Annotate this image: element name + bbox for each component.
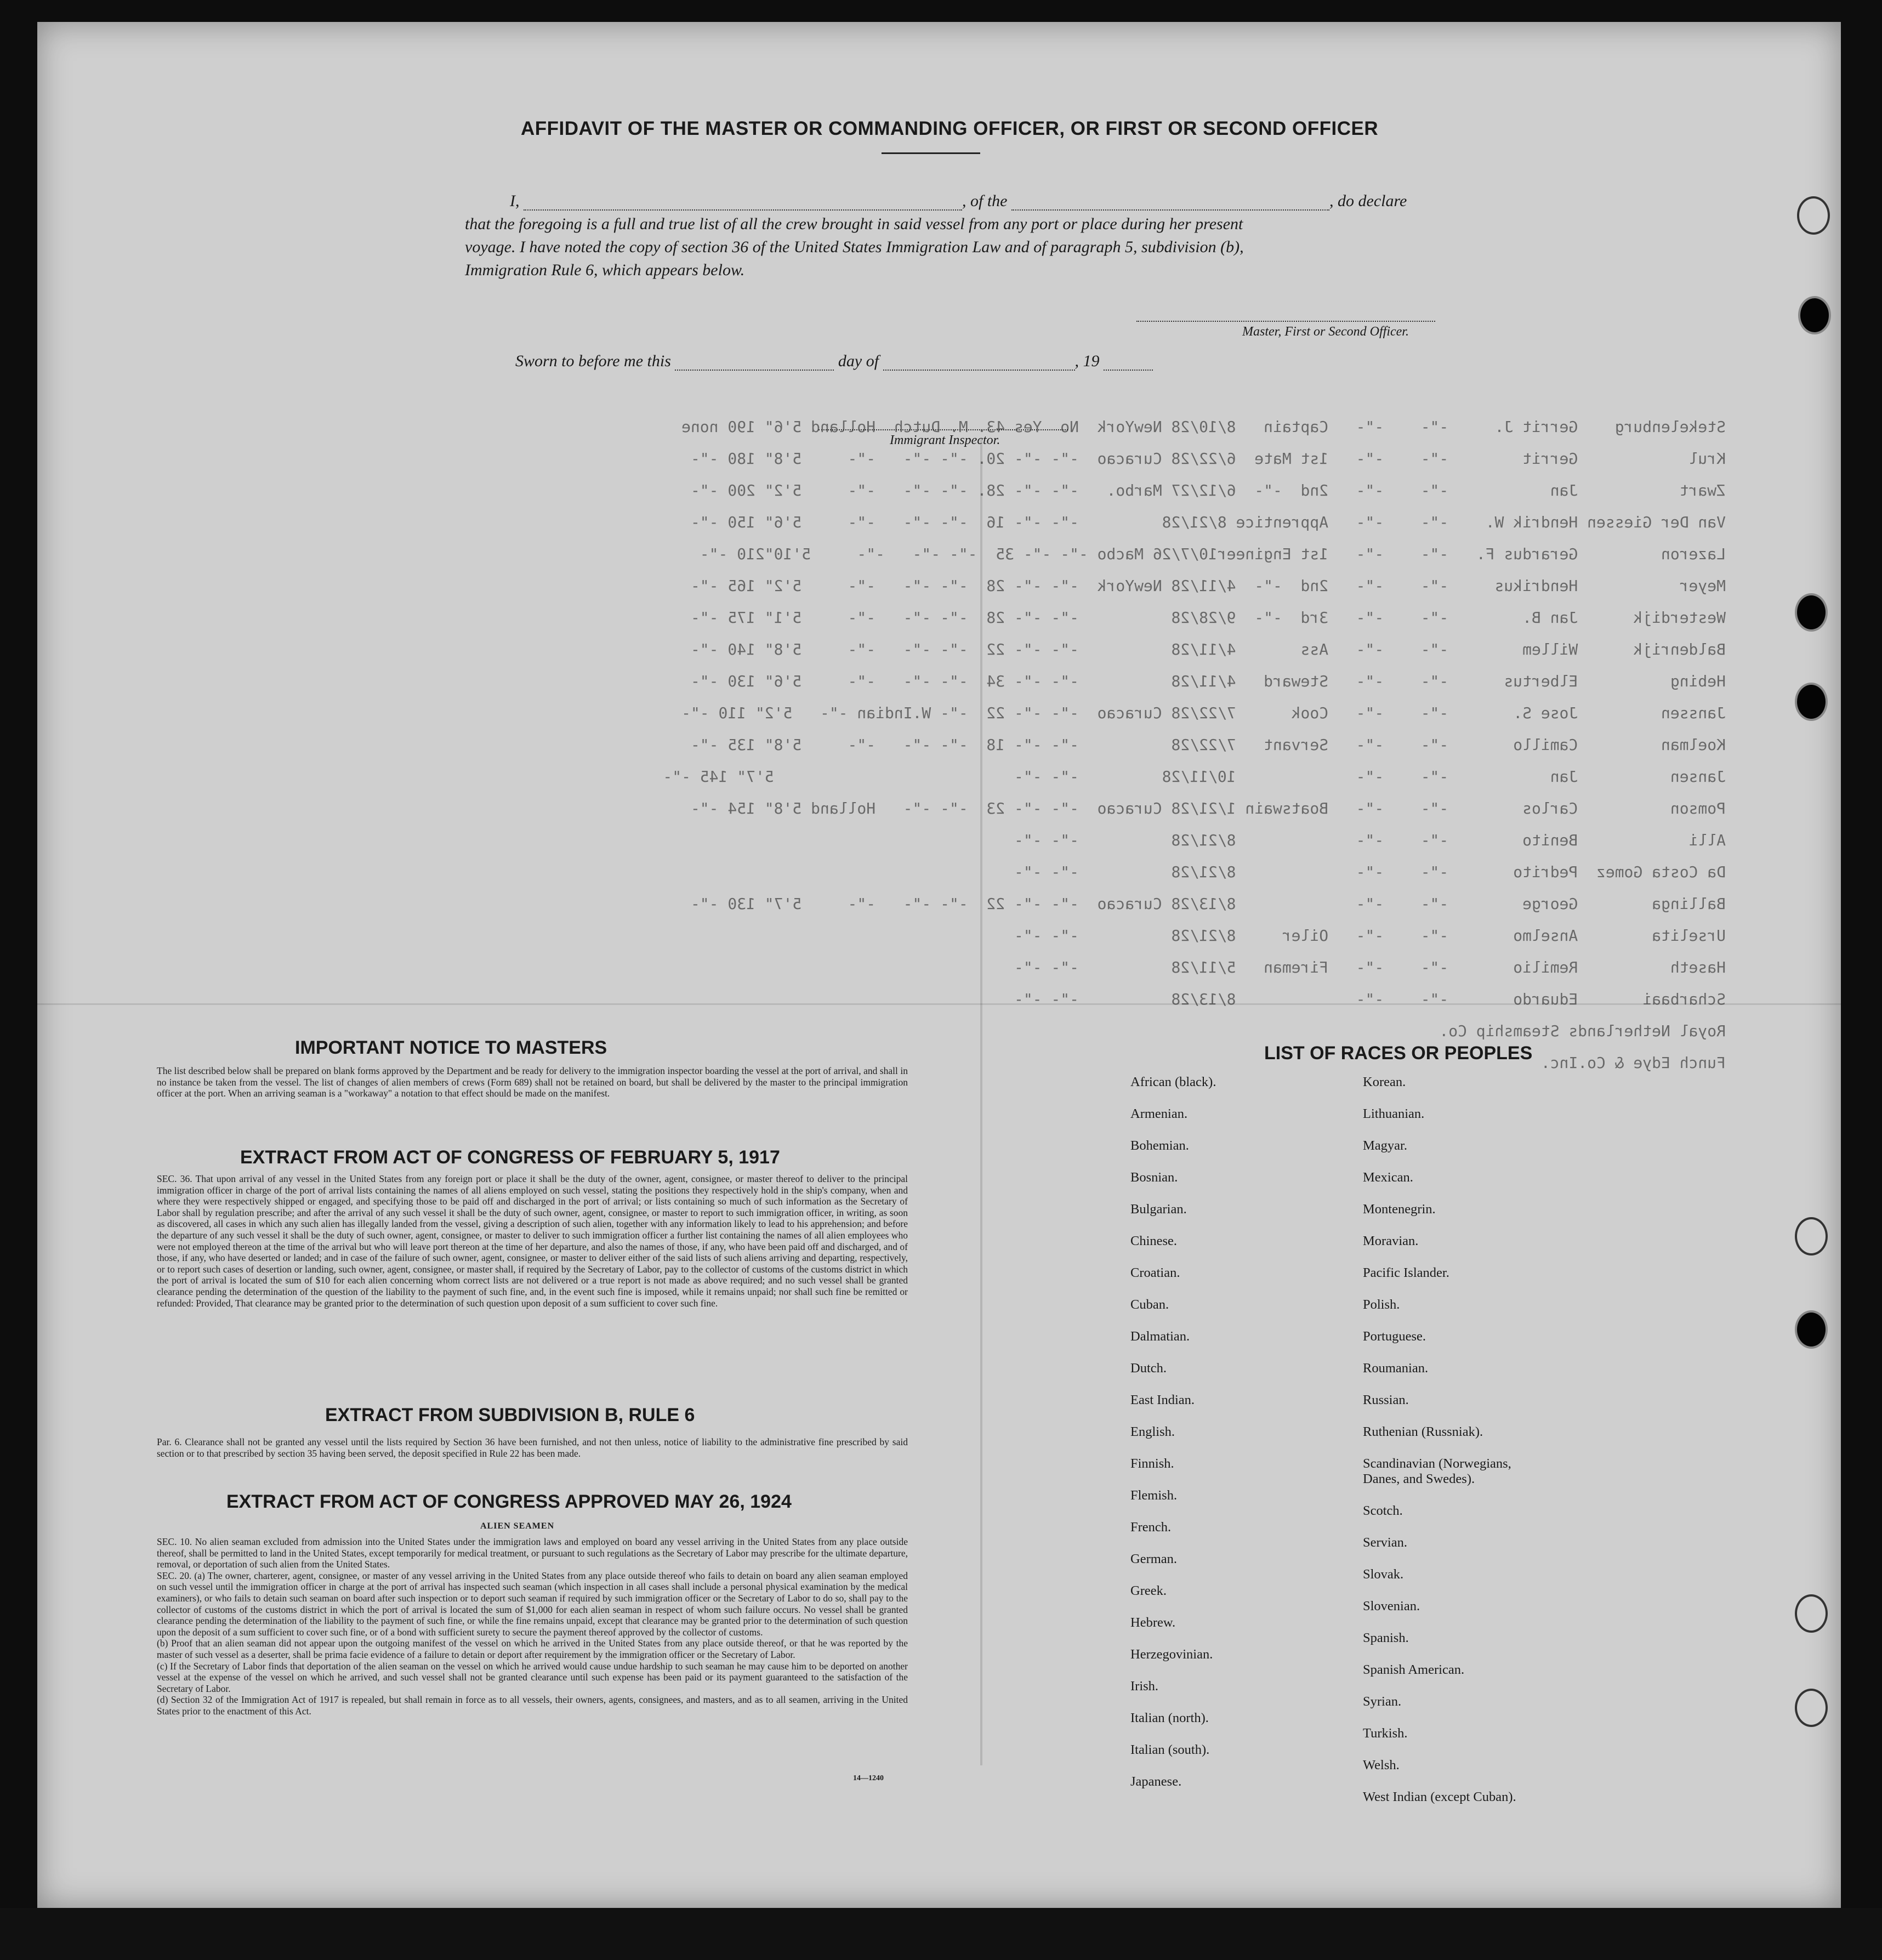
bleed-row: Westerdijk Jan B. -"- -"- 3rd -"- 9/28/28 -"- -"- 28 -"- -"- -"- 5'1" 175 -"- (690, 609, 1726, 627)
race-item: Dutch. (1130, 1361, 1167, 1376)
rule-6-text: Par. 6. Clearance shall not be granted any vessel until the lists required by Section 36 have been furnished, and not then unless, notice of liability to the administrative fine prescribed by said section or to that prescribed by section 35 having been served, the deposit specified in Rule 22 has been made. (157, 1436, 908, 1459)
declaration-i: I, (510, 192, 520, 210)
form-number: 14—1240 (853, 1774, 884, 1782)
bleed-row: Janssen Jose S. -"- -"- Cook 7/22/28 Curacao -"- -"- 22 -"- W.Indian -"- 5'2" 110 -"- (681, 704, 1726, 722)
sworn-line (515, 352, 1153, 371)
race-item: Moravian. (1363, 1234, 1419, 1248)
race-item: East Indian. (1130, 1393, 1195, 1407)
act-1924-sec10: SEC. 10. No alien seaman excluded from admission into the United States under the immigration laws and employed on board any vessel arriving in the United States from any place outside thereof, shall be permitted to land in the United States, except temporarily for medical treatment, or pursuant to such regulations as the Secretary of Labor may prescribe for the ultimate departure, removal, or deportation of such alien from the United States. (157, 1536, 908, 1570)
binder-hole (1795, 1594, 1828, 1633)
binder-hole (1795, 1217, 1828, 1255)
inspector-caption: Immigrant Inspector. (890, 433, 1000, 447)
race-item: Chinese. (1130, 1234, 1178, 1248)
act-1924-sec20c: (c) If the Secretary of Labor finds that deportation of the alien seaman on the vessel on which he arrived would cause undue hardship to such seaman he may cause him to be deported on another vessel at the expense of the vessel on which he arrived, and such vessel shall not be granted clearance until such expense has been paid or its payment guaranteed to the satisfaction of the Secretary of Labor. (157, 1660, 908, 1694)
race-item: Dalmatian. (1130, 1329, 1190, 1344)
race-item: Ruthenian (Russniak). (1363, 1424, 1483, 1439)
race-item: West Indian (except Cuban). (1363, 1789, 1516, 1804)
race-item: Finnish. (1130, 1456, 1174, 1471)
race-item: Roumanian. (1363, 1361, 1429, 1376)
race-item: Polish. (1363, 1297, 1400, 1312)
bleed-row: Zwart Jan -"- -"- 2nd -"- 6/12/27 Marbo. -"- -"- 28. -"- -"- -"- 5'2" 200 -"- (690, 481, 1726, 499)
binder-hole (1795, 593, 1828, 632)
bleed-row: Da Costa Gomez Pedrito -"- -"- 8/21/28 -"- -"- (1014, 863, 1726, 881)
race-item: English. (1130, 1424, 1175, 1439)
act-1917-text: SEC. 36. That upon arrival of any vessel in the United States from any foreign port or place it shall be the duty of the owner, agent, consignee, or master thereof to deliver to the principal immigration officer in charge of the port of arrival lists containing the names of all aliens employed on such vessel, stating the positions they respectively hold in the ship's company, when and where they were respectively shipped or engaged, and specifying those to be paid off and discharged in the port of arrival; or lists containing so much of such information as the Secretary of Labor shall by regulation prescribe; and after the arrival of any such vessel it shall be the duty of such owner, agent, consignee, or master to report to such immigration officer, in writing, as soon as discovered, all cases in which any such alien has illegally landed from the vessel, giving a description of such alien, together with any information likely to lead to his apprehension; and before the departure of any such vessel it shall be the duty of such owner, agent, consignee, or master to deliver to such immigration officer a further list containing the names of all alien employees who were not employed thereon at the time of the arrival but who will leave port thereon at the time of her departure, and also the names of those, if any, who have been paid off and discharged, and of those, if any, who have deserted or landed; and in case of the failure of such owner, agent, consignee, or master to deliver either of the said lists of such aliens arriving and departing, respectively, or to report such cases of desertion or landing, such owner, agent, consignee, or master shall, if required by the Secretary of Labor, pay to the collector of customs of the customs district in which the port of arrival is located the sum of $10 for each alien concerning whom correct lists are not delivered or a true report is not made as above required; and no such vessel shall be granted clearance pending the determination of the question of the liability to the payment of such fine, and, in the event such fine is imposed, while it remains unpaid; nor shall such fine be remitted or refunded: Provided, That clearance may be granted prior to the determination of such question upon deposit of a sum sufficient to cover such fine. (157, 1173, 908, 1309)
race-item: Servian. (1363, 1535, 1407, 1550)
race-item: Bulgarian. (1130, 1202, 1187, 1217)
race-item: Hebrew. (1130, 1615, 1176, 1630)
race-item: Turkish. (1363, 1726, 1408, 1741)
officer-name-field[interactable] (524, 209, 962, 211)
race-item: African (black). (1130, 1075, 1216, 1089)
inspector-signature-line[interactable] (818, 429, 1068, 430)
races-title: LIST OF RACES OR PEOPLES (1264, 1043, 1533, 1064)
bleed-row: Urselita Anselmo -"- -"- Oiler 8/21/28 -"- -"- (1014, 927, 1726, 945)
race-item: Italian (north). (1130, 1711, 1209, 1725)
race-item: Italian (south). (1130, 1742, 1210, 1757)
bleed-row: Van Der Giessen Hendrik W. -"- -"- Apprentice 8/21/28 -"- -"- 16 -"- -"- -"- 5'6" 150 -"- (690, 513, 1726, 531)
race-item: Welsh. (1363, 1758, 1400, 1772)
act-1924-sec20d: (d) Section 32 of the Immigration Act of 1917 is repealed, but shall remain in force as to all vessels, their owners, agents, consignees, and masters, and as to all seamen, arriving in the United States prior to the enactment of this Act. (157, 1694, 908, 1717)
race-item: Spanish. (1363, 1631, 1409, 1645)
race-item: Bohemian. (1130, 1138, 1189, 1153)
binder-hole (1795, 1689, 1828, 1727)
bleed-row: Royal Netherlands Steamship Co. (1439, 1022, 1726, 1040)
race-item: Slovenian. (1363, 1599, 1420, 1614)
declaration-line-2: that the foregoing is a full and true list of all the crew brought in said vessel from any port or place during her present (465, 215, 1243, 233)
bleed-row: Lazeron Gerardus F. -"- -"- 1st Engineer10/7/26 Macbo -"- -"- 35 -"- -"- -"- 5'10"210 -"- (700, 545, 1726, 563)
race-item: German. (1130, 1552, 1178, 1566)
bleed-row: Pomson Carlos -"- -"- Boatswain 1/21/28 Curacao -"- -"- 23 -"- -"- Holland 5'8" 154 -"- (690, 799, 1726, 817)
race-item: Danes, and Swedes). (1363, 1472, 1475, 1486)
title-rule (882, 152, 980, 154)
alien-seamen-subtitle: ALIEN SEAMEN (480, 1521, 555, 1531)
race-item: Mexican. (1363, 1170, 1413, 1185)
race-item: Syrian. (1363, 1694, 1402, 1709)
race-item: Greek. (1130, 1583, 1167, 1598)
sworn-month-field[interactable] (883, 370, 1075, 371)
bleed-row: Koelman Camillo -"- -"- Servant 7/22/28 -"- -"- 18 -"- -"- -"- 5'8" 135 -"- (690, 736, 1726, 754)
race-item: Scandinavian (Norwegians, (1363, 1456, 1511, 1471)
race-item: Lithuanian. (1363, 1106, 1425, 1121)
bleed-row: Krul Gerrit -"- -"- 1st Mate 6/22/28 Curacao -"- -"- 20. -"- -"- -"- 5'8" 180 -"- (690, 450, 1726, 468)
sworn-year-prefix: , 19 (1074, 352, 1100, 370)
bleed-through-typed-list (191, 418, 1726, 1086)
binder-hole (1798, 296, 1831, 334)
race-item: Montenegrin. (1363, 1202, 1436, 1217)
bleed-row: Jansen Jan -"- -"- 10/11/28 -"- -"- 5'7" 145 -"- (663, 768, 1726, 786)
affidavit-title: AFFIDAVIT OF THE MASTER OR COMMANDING OFFICER, OR FIRST OR SECOND OFFICER (521, 118, 1379, 139)
sworn-year-field[interactable] (1104, 370, 1153, 371)
declaration-do-declare: , do declare (1329, 192, 1407, 210)
race-item: Slovak. (1363, 1567, 1404, 1582)
race-item: Korean. (1363, 1075, 1406, 1089)
race-item: Scotch. (1363, 1503, 1403, 1518)
binder-hole (1797, 196, 1830, 235)
bleed-row: Scharbaai Eduardo -"- -"- 8/13/28 -"- -"- (1014, 990, 1726, 1008)
bleed-row: Haseth Remilio -"- -"- Fireman 5/11/28 -"- -"- (1014, 958, 1726, 976)
race-item: Spanish American. (1363, 1662, 1465, 1677)
bleed-row: Baldenrijk Willem -"- -"- Ass 4/11/28 -"- -"- 22 -"- -"- -"- 5'8" 140 -"- (690, 640, 1726, 658)
race-item: Bosnian. (1130, 1170, 1178, 1185)
declaration-of-the: , of the (962, 192, 1008, 210)
act-1924-sec20a: SEC. 20. (a) The owner, charterer, agent, consignee, or master of any vessel arriving in the United States from any place outside thereof who fails to detain on board any alien seaman employed on such vessel until the immigration officer in charge at the port of arrival has inspected such seaman (which inspection in all cases shall include a personal physical examination by the medical examiners), or who fails to detain such seaman on board after such inspection or to deport such seaman if required by such immigration officer or the Secretary of Labor to do so, shall pay to the collector of customs of the customs district in which the port of arrival is located the sum of $1,000 for each alien seaman in respect of whom such failure occurs. No vessel shall be granted clearance pending the determination of the liability to the payment of such fine, or while the fine remains unpaid, except that clearance may be granted prior to the determination of such question upon the deposit of a sum sufficient to cover such fine, or of a bond with sufficient surety to secure the payment thereof approved by the collector of customs. (157, 1570, 908, 1638)
race-item: Cuban. (1130, 1297, 1169, 1312)
declaration-line-1 (510, 192, 1407, 211)
race-item: Japanese. (1130, 1774, 1182, 1789)
scan-border (0, 1908, 1882, 1960)
manifest-sheet (37, 22, 1841, 1908)
act-1924-title: EXTRACT FROM ACT OF CONGRESS APPROVED MAY 26, 1924 (226, 1491, 792, 1512)
master-signature-line[interactable] (1136, 321, 1435, 322)
bleed-row: Alli Benito -"- -"- 8/21/28 -"- -"- (1014, 831, 1726, 849)
sworn-day-field[interactable] (675, 370, 834, 371)
declaration-line-4: Immigration Rule 6, which appears below. (465, 261, 745, 279)
race-item: Russian. (1363, 1393, 1409, 1407)
race-item: Irish. (1130, 1679, 1159, 1694)
master-signature-caption: Master, First or Second Officer. (1242, 325, 1409, 339)
binder-hole (1795, 683, 1828, 721)
rule-6-title: EXTRACT FROM SUBDIVISION B, RULE 6 (325, 1405, 695, 1425)
act-1924-text (157, 1536, 908, 1717)
race-item: Magyar. (1363, 1138, 1407, 1153)
vessel-name-field[interactable] (1011, 209, 1329, 211)
race-item: Flemish. (1130, 1488, 1178, 1503)
race-item: Herzegovinian. (1130, 1647, 1213, 1662)
bleed-row: Ballinga George -"- -"- 8/13/28 Curacao -"- -"- 22 -"- -"- -"- 5'7" 130 -"- (690, 895, 1726, 913)
act-1917-title: EXTRACT FROM ACT OF CONGRESS OF FEBRUARY 5, 1917 (240, 1147, 780, 1168)
declaration-line-3: voyage. I have noted the copy of section 36 of the United States Immigration Law and of paragraph 5, subdivision (b), (465, 238, 1244, 256)
race-item: French. (1130, 1520, 1172, 1535)
race-item: Croatian. (1130, 1265, 1180, 1280)
binder-hole (1795, 1310, 1828, 1349)
bleed-row: Stekelenburg Gerrit J. -"- -"- Captain 8/10/28 NewYork No Yes 43. M. Dutch Holland 5'6" 190 none (681, 418, 1726, 436)
sworn-day-of: day of (838, 352, 879, 370)
race-item: Armenian. (1130, 1106, 1188, 1121)
bleed-row: Hebing Elbertus -"- -"- Steward 4/11/28 -"- -"- 34 -"- -"- -"- 5'6" 130 -"- (690, 672, 1726, 690)
bleed-row: Funch Edye & Co.Inc. (1540, 1054, 1726, 1072)
notice-text: The list described below shall be prepared on blank forms approved by the Department and be ready for delivery to the immigration inspector boarding the vessel at the port of arrival, and shall in no instance be taken from the vessel. The list of changes of alien members of crews (Form 689) shall not be retained on board, but shall be delivered by the master to the principal immigration officer at the port. When an arriving seaman is a "workaway" a notation to that effect should be made on the manifest. (157, 1065, 908, 1099)
sworn-text: Sworn to before me this (515, 352, 671, 370)
bleed-row: Meyer Hendrikus -"- -"- 2nd -"- 4/11/28 NewYork -"- -"- 28 -"- -"- -"- 5'2" 165 -"- (690, 577, 1726, 595)
race-item: Pacific Islander. (1363, 1265, 1449, 1280)
notice-title: IMPORTANT NOTICE TO MASTERS (295, 1037, 607, 1058)
act-1924-sec20b: (b) Proof that an alien seaman did not appear upon the outgoing manifest of the vessel on which he arrived in the United States from any place outside thereof, or that he was reported by the master of such vessel as a deserter, shall be prima facie evidence of a failure to detain or deport after requirement by the immigration officer or the Secretary of Labor. (157, 1638, 908, 1660)
race-item: Portuguese. (1363, 1329, 1426, 1344)
